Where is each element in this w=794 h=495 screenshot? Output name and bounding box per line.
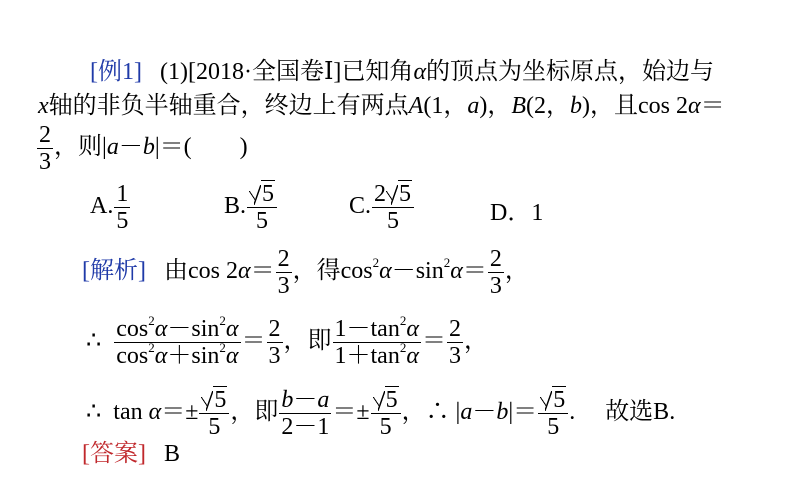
solution-line-1 <box>82 246 529 299</box>
denominator: 5 <box>372 207 414 234</box>
alpha: α <box>154 343 168 369</box>
exponent: 2 <box>443 255 451 271</box>
alpha: α <box>154 316 168 342</box>
numerator: 2 <box>448 316 461 342</box>
text: ＝± <box>332 399 370 426</box>
var-b: b <box>570 93 582 119</box>
fraction-slope <box>279 387 331 440</box>
option-label: A. <box>90 193 114 220</box>
text: ＝ <box>462 258 487 285</box>
denominator: 3 <box>39 149 51 175</box>
text: ，则| <box>54 134 107 161</box>
fraction-cos-sin <box>114 313 240 369</box>
radicand: 5 <box>553 387 566 413</box>
text: 1＋tan <box>334 343 400 369</box>
alpha: α <box>406 343 419 369</box>
therefore-symbol: ∴ <box>86 328 102 355</box>
solution-line-2 <box>86 313 488 369</box>
fraction-sqrt5-5 <box>371 387 401 440</box>
denominator: 5 <box>199 413 229 440</box>
exponent: 2 <box>148 313 155 328</box>
problem-line-1 <box>90 58 714 86</box>
answer-tag: [答案] <box>82 441 146 467</box>
text: 已知角 <box>341 59 414 85</box>
fraction <box>447 316 463 369</box>
var-a: a <box>460 399 473 426</box>
option-label: C. <box>349 193 372 220</box>
alpha: α <box>379 258 392 285</box>
numerator: 1 <box>116 181 129 207</box>
answer-line <box>82 440 180 468</box>
text: . <box>569 399 576 426</box>
radicand: 5 <box>214 387 227 413</box>
problem-source: [2018·全国卷Ⅰ] <box>187 59 342 85</box>
text: )， <box>479 93 512 119</box>
problem-number: (1) <box>159 59 188 85</box>
text: ，得cos <box>292 258 373 285</box>
denominator: 5 <box>371 413 401 440</box>
fraction <box>267 316 283 369</box>
exponent: 2 <box>399 340 407 355</box>
radicand: 5 <box>399 181 412 207</box>
text: － <box>118 134 143 161</box>
numerator: 2 <box>489 246 502 272</box>
exponent: 2 <box>399 313 407 328</box>
problem-line-3 <box>36 122 248 175</box>
text: ， <box>504 258 529 285</box>
var-b: b <box>142 134 155 161</box>
exponent: 2 <box>372 255 380 271</box>
text: cos <box>116 316 149 342</box>
sqrt <box>201 387 227 413</box>
var-a: a <box>317 387 330 413</box>
fraction <box>488 246 504 299</box>
text: ＋sin <box>167 343 220 369</box>
var-a: a <box>106 134 119 161</box>
var-a: a <box>467 93 480 119</box>
denominator: 3 <box>448 343 461 369</box>
text: |＝ <box>508 399 538 426</box>
var-x: x <box>38 93 49 119</box>
numerator: 2 <box>39 122 51 148</box>
text: (1， <box>423 93 468 119</box>
option-c <box>349 181 415 234</box>
text: ＝± <box>161 399 199 426</box>
alpha: α <box>413 59 427 85</box>
radicand: 5 <box>262 181 275 207</box>
exponent: 2 <box>148 340 155 355</box>
text: ，∴ | <box>401 399 461 426</box>
text: tan <box>113 399 149 426</box>
alpha: α <box>406 316 419 342</box>
alpha: α <box>450 258 463 285</box>
option-label: B. <box>224 193 247 220</box>
fraction <box>276 246 292 299</box>
denominator: 5 <box>538 413 568 440</box>
text: －sin <box>391 258 444 285</box>
fraction-tan <box>333 313 421 369</box>
fraction-sqrt5-5 <box>538 387 568 440</box>
exponent: 2 <box>219 313 226 328</box>
text: ，即 <box>230 399 279 426</box>
option-d <box>490 199 543 227</box>
sqrt <box>249 181 275 207</box>
denominator: 5 <box>116 208 129 234</box>
var-b: b <box>281 387 294 413</box>
text: ＝ <box>700 93 725 119</box>
option-b <box>224 181 278 234</box>
denominator: 2－1 <box>281 414 330 440</box>
option-a <box>90 181 131 234</box>
text: )，且cos 2 <box>582 93 688 119</box>
exponent: 2 <box>219 340 226 355</box>
text: － <box>293 387 318 413</box>
alpha: α <box>225 316 239 342</box>
denominator: 3 <box>489 273 502 299</box>
fraction <box>247 181 277 234</box>
denominator: 5 <box>247 207 277 234</box>
answer-value: B <box>163 441 180 467</box>
sqrt <box>386 181 412 207</box>
numerator: 2 <box>268 316 281 342</box>
example-tag: [例1] <box>90 59 142 85</box>
text: 的顶点为坐标原点，始边与 <box>426 59 715 85</box>
text: cos <box>116 343 149 369</box>
text: － <box>472 399 497 426</box>
solution-tag: [解析] <box>82 258 146 285</box>
fraction <box>372 181 414 234</box>
fraction-sqrt5-5 <box>199 387 229 440</box>
alpha: α <box>687 93 701 119</box>
fraction-two-thirds <box>37 122 53 175</box>
point-b: B <box>511 93 526 119</box>
alpha: α <box>225 343 239 369</box>
text: 1－tan <box>334 316 400 342</box>
text: (2， <box>526 93 570 119</box>
fraction <box>114 181 130 234</box>
coefficient: 2 <box>374 181 387 207</box>
text: ＝ <box>421 328 446 355</box>
text: 轴的非负半轴重合，终边上有两点 <box>48 93 409 119</box>
problem-line-2 <box>38 92 725 120</box>
conclusion: 故选B. <box>605 399 676 426</box>
point-a: A <box>408 93 424 119</box>
alpha: α <box>148 399 162 426</box>
therefore-symbol: ∴ <box>86 399 102 426</box>
text: 由cos 2 <box>163 258 238 285</box>
sqrt <box>540 387 566 413</box>
text: －sin <box>167 316 220 342</box>
solution-line-3 <box>86 387 675 440</box>
sqrt <box>373 387 399 413</box>
text: ＝ <box>241 328 266 355</box>
var-b: b <box>496 399 509 426</box>
alpha: α <box>237 258 251 285</box>
text: |＝( ) <box>154 134 248 161</box>
option-label: D．1 <box>490 200 544 226</box>
text: ， <box>463 328 488 355</box>
radicand: 5 <box>385 387 398 413</box>
denominator: 3 <box>277 273 290 299</box>
text: ，即 <box>283 328 332 355</box>
text: ＝ <box>250 258 275 285</box>
denominator: 3 <box>268 343 281 369</box>
numerator: 2 <box>277 246 290 272</box>
